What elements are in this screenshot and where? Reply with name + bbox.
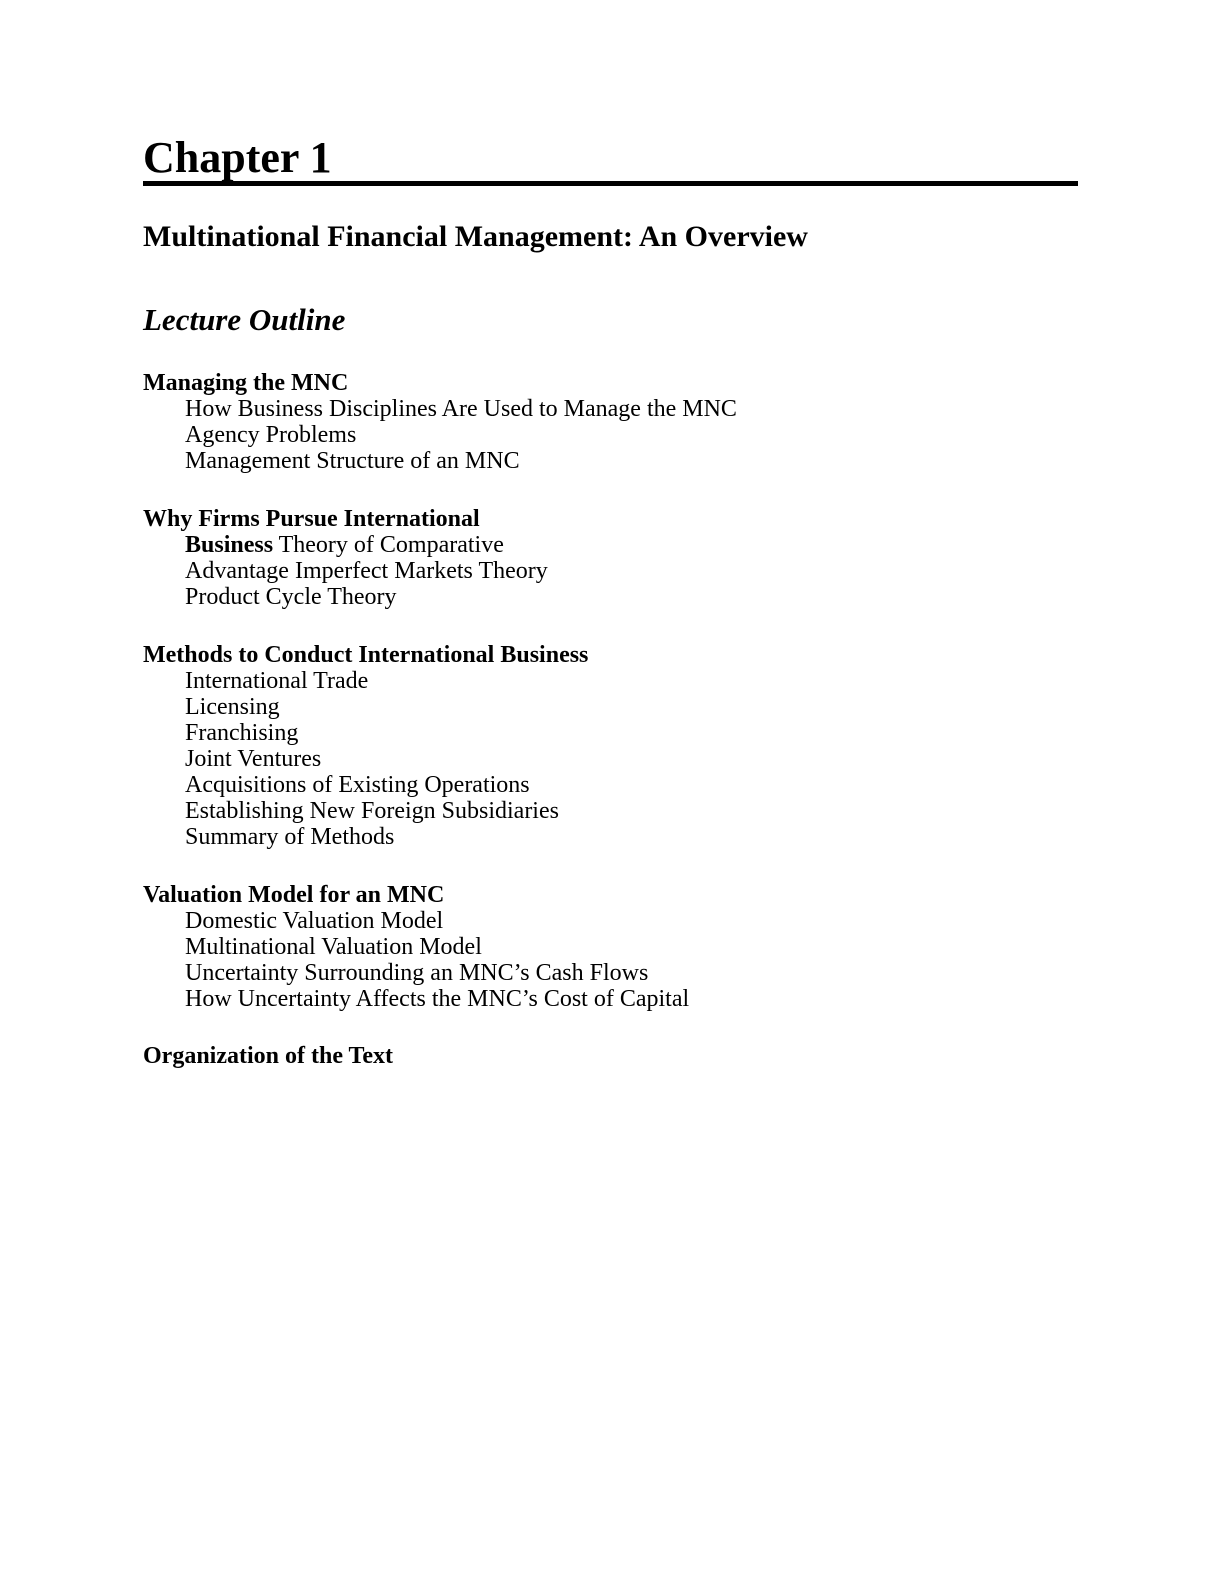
closing-heading: Organization of the Text [143, 1043, 393, 1070]
outline-item: How Business Disciplines Are Used to Manage the MNC [185, 396, 737, 423]
section-items [143, 396, 1078, 474]
outline-item: Summary of Methods [185, 824, 395, 851]
outline-item: Domestic Valuation Model [185, 908, 444, 935]
section-heading: Managing the MNC [143, 370, 349, 397]
section-heading: Valuation Model for an MNC [143, 882, 445, 909]
lecture-outline-heading: Lecture Outline [143, 302, 346, 337]
outline-item: Joint Ventures [185, 746, 322, 773]
section-items [143, 532, 1078, 610]
chapter-title: Chapter 1 [143, 0, 1078, 186]
outline-section [143, 370, 1078, 474]
outline-item: Establishing New Foreign Subsidiaries [185, 798, 559, 825]
chapter-subtitle: Multinational Financial Management: An Overview [143, 220, 808, 253]
outline-item: Franchising [185, 720, 299, 747]
outline-item: Product Cycle Theory [185, 584, 397, 611]
section-heading: Why Firms Pursue International [143, 506, 480, 533]
outline-item: How Uncertainty Affects the MNC’s Cost of Capital [185, 986, 690, 1013]
outline-sections [143, 370, 1078, 1012]
outline-section [143, 882, 1078, 1012]
outline-item: Management Structure of an MNC [185, 448, 520, 475]
outline-section [143, 506, 1078, 610]
outline-item: Uncertainty Surrounding an MNC’s Cash Flows [185, 960, 649, 987]
outline-section [143, 642, 1078, 850]
outline-item: Advantage Imperfect Markets Theory [185, 558, 548, 585]
outline-item-bold-lead: Business [185, 532, 274, 559]
outline-item: Multinational Valuation Model [185, 934, 482, 961]
outline-item: International Trade [185, 668, 369, 695]
section-items [143, 908, 1078, 1012]
outline-item: Acquisitions of Existing Operations [185, 772, 530, 799]
section-heading: Methods to Conduct International Business [143, 642, 589, 669]
outline-item: Licensing [185, 694, 280, 721]
section-items [143, 668, 1078, 850]
outline-item: Business Theory of Comparative [185, 532, 504, 559]
outline-item: Agency Problems [185, 422, 357, 449]
